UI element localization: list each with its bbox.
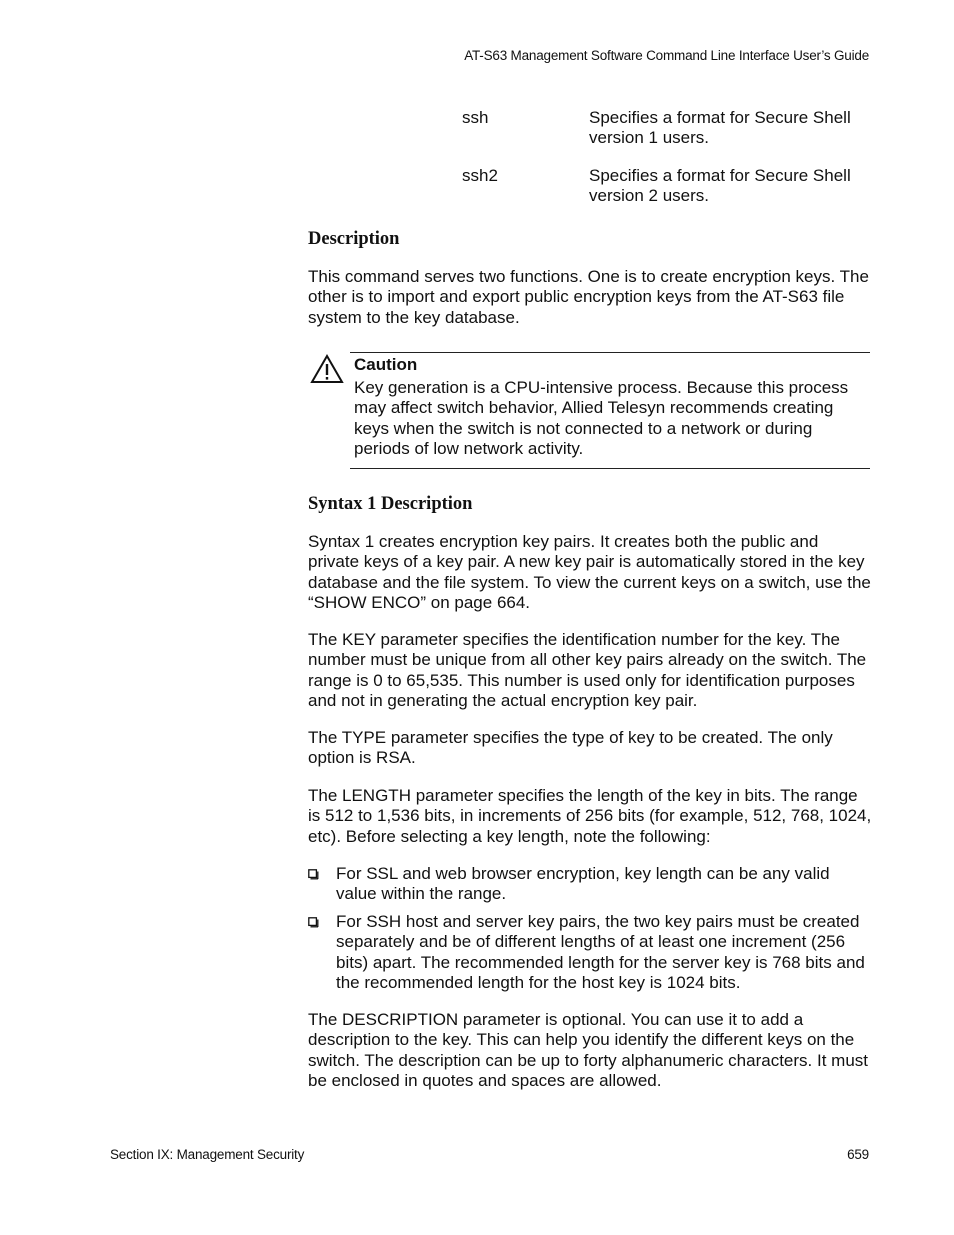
caution-text: Key generation is a CPU-intensive process. Because this process may affect switch behavior, Allied Telesyn recommends creating keys when the switch is not connected to a network or during periods of low network activity. [354,378,849,458]
length-parameter-paragraph: The LENGTH parameter specifies the length of the key in bits. The range is 512 to 1,536 bits, in increments of 256 bits (for example, 512, 768, 1024, etc). Before selecting a key length, note the following: [308,786,872,846]
option-description-ssh: Specifies a format for Secure Shell version 1 users. [589,108,851,147]
footer-section: Section IX: Management Security [110,1147,305,1162]
type-parameter-paragraph: The TYPE parameter specifies the type of key to be created. The only option is RSA. [308,728,833,768]
page-number: 659 [847,1147,869,1162]
option-description-ssh2: Specifies a format for Secure Shell version 2 users. [589,166,851,205]
running-header: AT-S63 Management Software Command Line Interface User’s Guide [464,48,869,63]
checkbox-bullet-icon [308,869,319,880]
checkbox-bullet-icon [308,917,319,928]
description-heading: Description [308,229,400,249]
description-parameter-paragraph: The DESCRIPTION parameter is optional. You can use it to add a description to the key. This can help you identify the different keys on the switch. The description can be up to forty alphanumeric characters. It must be enclosed in quotes and spaces are allowed. [308,1010,869,1090]
syntax1-heading: Syntax 1 Description [308,494,473,514]
caution-title: Caution [354,355,418,374]
bullet-item-ssh: For SSH host and server key pairs, the two key pairs must be created separately and be of different lengths of at least one increment (256 bits) apart. The recommended length for the server key is 768 bits and the recommended length for the host key is 1024 bits. [336,912,865,992]
option-term-ssh: ssh [462,108,489,127]
warning-triangle-icon [310,354,344,384]
bullet-item-ssl: For SSL and web browser encryption, key length can be any valid value within the range. [336,864,830,904]
syntax1-paragraph: Syntax 1 creates encryption key pairs. It creates both the public and private keys of a key pair. A new key pair is automatically stored in the key database and the file system. To view the current keys on a switch, use the “SHOW ENCO” on page 664. [308,532,871,612]
key-parameter-paragraph: The KEY parameter specifies the identification number for the key. The number must be unique from all other key pairs already on the switch. The range is 0 to 65,535. This number is used only for identification purposes and not in generating the actual encryption key pair. [308,630,867,710]
description-paragraph: This command serves two functions. One is to create encryption keys. The other is to import and export public encryption keys from the AT-S63 file system to the key database. [308,267,869,327]
option-term-ssh2: ssh2 [462,166,498,185]
